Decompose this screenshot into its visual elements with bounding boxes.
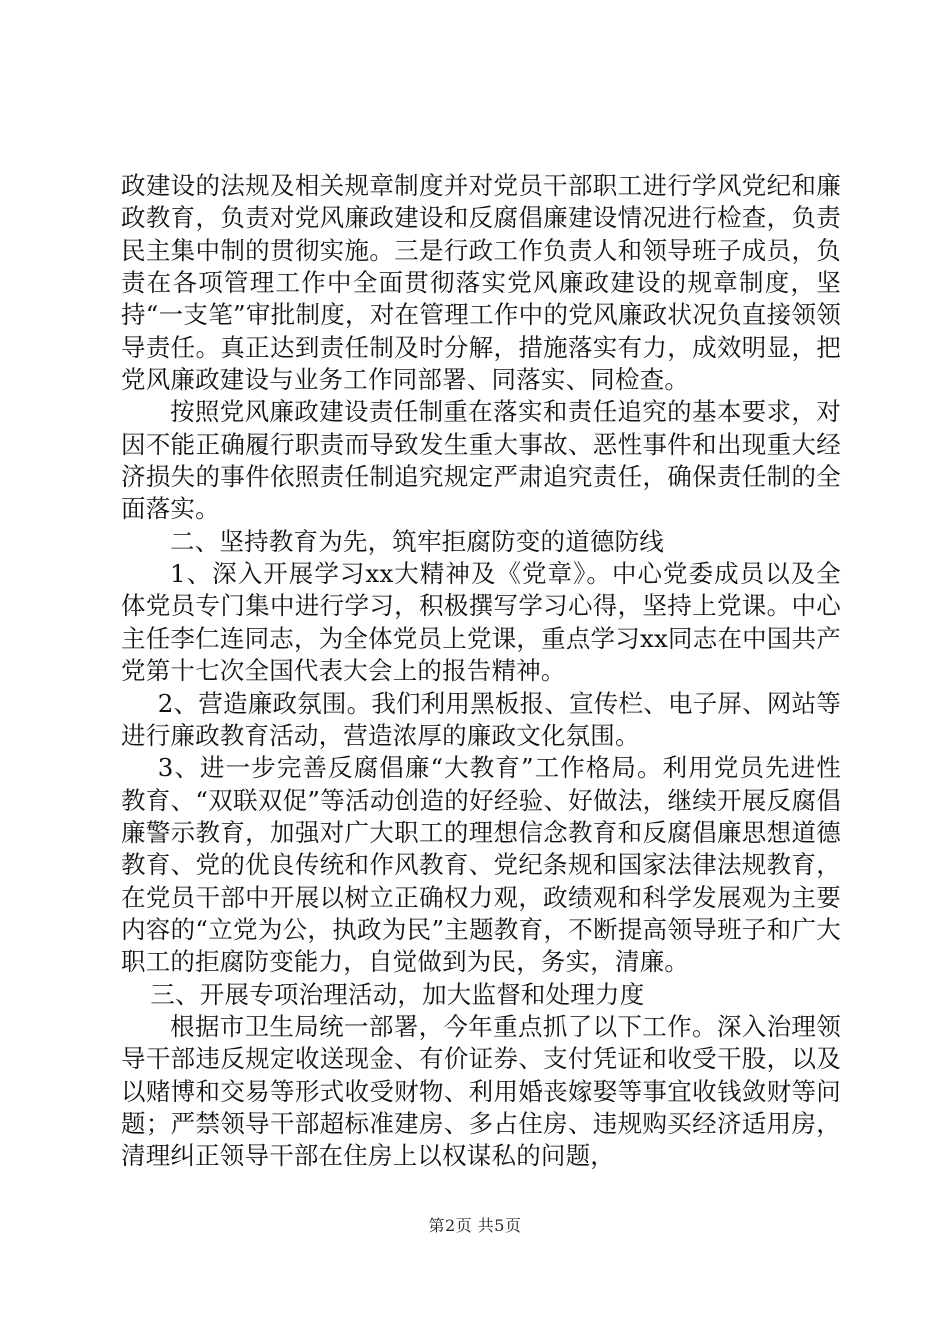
paragraph-accountability: 按照党风廉政建设责任制重在落实和责任追究的基本要求，对因不能正确履行职责而导致发生重大事故、恶性事件和出现重大经济损失的事件依照责任制追究规定严肃追究责任，确保责任制的全面落实。 <box>121 397 841 524</box>
section-heading-education: 二、坚持教育为先，筑牢拒腐防变的道德防线 <box>170 526 664 556</box>
paragraph-atmosphere: 2、营造廉政氛围。我们利用黑板报、宣传栏、电子屏、网站等进行廉政教育活动，营造浓厚的廉政文化氛围。 <box>121 688 841 750</box>
paragraph-governance: 根据市卫生局统一部署，今年重点抓了以下工作。深入治理领导干部违反规定收送现金、有价证券、支付凭证和收受干股，以及以赌博和交易等形式收受财物、利用婚丧嫁娶等事宜收钱敛财等问题；严禁领导干部超标准建房、多占住房、违规购买经济适用房，清理纠正领导干部在住房上以权谋私的问题， <box>121 1011 841 1171</box>
paragraph-continuation: 政建设的法规及相关规章制度并对党员干部职工进行学风党纪和廉政教育，负责对党风廉政建设和反腐倡廉建设情况进行检查，负责民主集中制的贯彻实施。三是行政工作负责人和领导班子成员，负责在各项管理工作中全面贯彻落实党风廉政建设的规章制度，坚持“一支笔”审批制度，对在管理工作中的党风廉政状况负直接领领导责任。真正达到责任制及时分解，措施落实有力，成效明显，把党风廉政建设与业务工作同部署、同落实、同检查。 <box>121 171 841 395</box>
document-body <box>121 170 841 1173</box>
page-number-footer: 第2页 共5页 <box>428 1216 522 1235</box>
paragraph-study: 1、深入开展学习xx大精神及《党章》。中心党委成员以及全体党员专门集中进行学习，积极撰写学习心得，坚持上党课。中心主任李仁连同志，为全体党员上党课，重点学习xx同志在中国共产党第十七次全国代表大会上的报告精神。 <box>121 559 841 686</box>
paragraph-big-education: 3、进一步完善反腐倡廉“大教育”工作格局。利用党员先进性教育、“双联双促”等活动创造的好经验、好做法，继续开展反腐倡廉警示教育，加强对广大职工的理想信念教育和反腐倡廉思想道德教育、党的优良传统和作风教育、党纪条规和国家法律法规教育，在党员干部中开展以树立正确权力观，政绩观和科学发展观为主要内容的“立党为公，执政为民”主题教育，不断提高领导班子和广大职工的拒腐防变能力，自觉做到为民，务实，清廉。 <box>121 753 841 977</box>
section-heading-governance: 三、开展专项治理活动，加大监督和处理力度 <box>150 979 645 1009</box>
